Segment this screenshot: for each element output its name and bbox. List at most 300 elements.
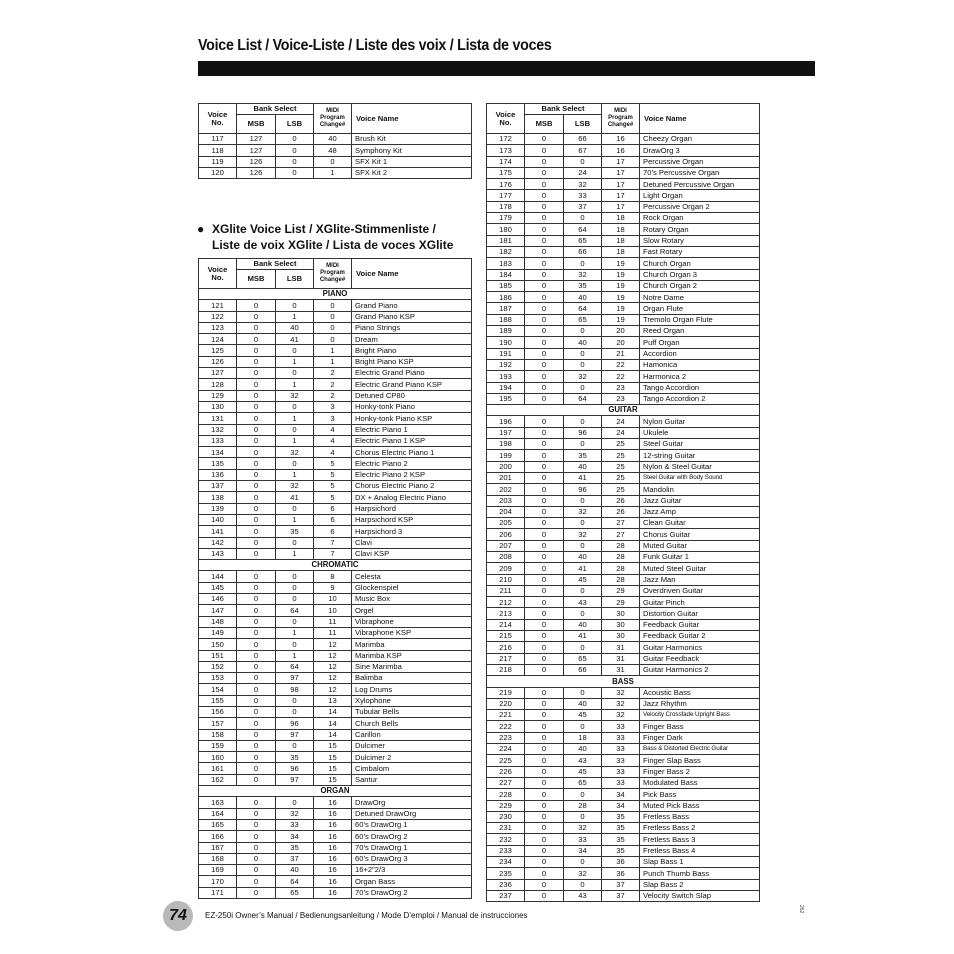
program-change-cell: 12 [314, 639, 352, 650]
program-change-cell: 15 [314, 740, 352, 751]
table-row [487, 574, 760, 585]
voice-name-cell: Cimbalom [352, 763, 472, 774]
voice-name-cell: Harpsichord KSP [352, 514, 472, 525]
msb-cell: 0 [237, 492, 276, 503]
lsb-cell: 0 [276, 401, 314, 412]
voice-name-cell: Bright Piano [352, 345, 472, 356]
table-row [487, 597, 760, 608]
lsb-cell: 0 [276, 145, 314, 156]
voice-name-cell: Slap Bass 1 [640, 857, 760, 868]
program-change-cell: 5 [314, 458, 352, 469]
voice-no-cell: 134 [199, 447, 237, 458]
program-change-cell: 16 [314, 819, 352, 830]
lsb-cell: 40 [564, 744, 602, 755]
program-change-cell: 13 [314, 695, 352, 706]
voice-name-cell: 60’s DrawOrg 3 [352, 853, 472, 864]
lsb-cell: 34 [564, 845, 602, 856]
msb-cell: 0 [525, 631, 564, 642]
msb-cell: 0 [525, 608, 564, 619]
program-change-cell: 17 [602, 167, 640, 178]
program-change-cell: 35 [602, 834, 640, 845]
voice-name-cell: Feedback Guitar 2 [640, 631, 760, 642]
table-row [487, 224, 760, 235]
voice-name-cell: Honky-tonk Piano KSP [352, 413, 472, 424]
category-label: BASS [487, 676, 760, 687]
lsb-cell: 0 [564, 495, 602, 506]
voice-name-cell: Feedback Guitar [640, 619, 760, 630]
voice-name-cell: Dulcimer [352, 740, 472, 751]
title-bar [198, 61, 815, 76]
program-change-cell: 34 [602, 800, 640, 811]
table-row [487, 314, 760, 325]
voice-name-cell: 12-string Guitar [640, 450, 760, 461]
category-label: CHROMATIC [199, 560, 472, 571]
msb-cell: 0 [237, 605, 276, 616]
voice-name-cell: Church Organ 3 [640, 269, 760, 280]
lsb-cell: 98 [276, 684, 314, 695]
lsb-cell: 0 [276, 345, 314, 356]
voice-no-cell: 130 [199, 401, 237, 412]
voice-name-cell: Fretless Bass 3 [640, 834, 760, 845]
voice-no-cell: 201 [487, 472, 525, 483]
voice-no-cell: 167 [199, 842, 237, 853]
lsb-cell: 32 [276, 390, 314, 401]
program-change-cell: 35 [602, 811, 640, 822]
voice-name-cell: Mandolin [640, 484, 760, 495]
voice-name-cell: Brush Kit [352, 134, 472, 145]
table-row [199, 156, 472, 167]
voice-name-cell: Electric Piano 2 KSP [352, 469, 472, 480]
voice-name-cell: 60’s DrawOrg 2 [352, 831, 472, 842]
msb-cell: 0 [525, 246, 564, 257]
lsb-cell: 96 [276, 763, 314, 774]
lsb-cell: 32 [564, 868, 602, 879]
msb-cell: 0 [237, 695, 276, 706]
table-row [199, 887, 472, 898]
voice-name-cell: SFX Kit 1 [352, 156, 472, 167]
msb-cell: 0 [237, 639, 276, 650]
program-change-cell: 14 [314, 706, 352, 717]
voice-no-cell: 214 [487, 619, 525, 630]
voice-no-cell: 211 [487, 585, 525, 596]
voice-no-cell: 224 [487, 744, 525, 755]
voice-no-cell: 197 [487, 427, 525, 438]
voice-no-cell: 229 [487, 800, 525, 811]
program-change-cell: 1 [314, 167, 352, 178]
msb-cell: 0 [525, 450, 564, 461]
voice-name-cell: Steel Guitar with Body Sound [640, 472, 760, 483]
voice-no-cell: 205 [487, 518, 525, 529]
program-change-cell: 10 [314, 605, 352, 616]
voice-name-cell: Puff Organ [640, 337, 760, 348]
voice-no-cell: 127 [199, 368, 237, 379]
lsb-cell: 32 [564, 179, 602, 190]
table-row [199, 514, 472, 525]
program-change-cell: 33 [602, 732, 640, 743]
program-change-cell: 29 [602, 585, 640, 596]
voice-name-cell: Rotary Organ [640, 224, 760, 235]
voice-name-cell: Clavi KSP [352, 548, 472, 559]
program-change-cell: 23 [602, 382, 640, 393]
voice-no-cell: 212 [487, 597, 525, 608]
table-row [487, 472, 760, 483]
voice-no-cell: 185 [487, 280, 525, 291]
table-row [199, 447, 472, 458]
table-row [199, 401, 472, 412]
voice-name-cell: Guitar Harmonics 2 [640, 664, 760, 675]
table-row [487, 167, 760, 178]
lsb-cell: 65 [564, 653, 602, 664]
program-change-cell: 0 [314, 322, 352, 333]
msb-cell: 0 [525, 506, 564, 517]
lsb-cell: 18 [564, 732, 602, 743]
voice-name-cell: Church Organ [640, 258, 760, 269]
program-change-cell: 14 [314, 729, 352, 740]
voice-name-cell: DrawOrg [352, 797, 472, 808]
program-change-cell: 35 [602, 845, 640, 856]
program-change-cell: 18 [602, 235, 640, 246]
voice-no-header: Voice No. [487, 104, 525, 134]
program-change-cell: 40 [314, 134, 352, 145]
voice-name-cell: Slap Bass 2 [640, 879, 760, 890]
program-change-cell: 18 [602, 213, 640, 224]
voice-no-cell: 236 [487, 879, 525, 890]
program-change-cell: 6 [314, 526, 352, 537]
msb-cell: 127 [237, 134, 276, 145]
table-row [199, 605, 472, 616]
category-label: PIANO [199, 289, 472, 300]
lsb-cell: 0 [276, 639, 314, 650]
msb-cell: 0 [525, 439, 564, 450]
voice-no-cell: 213 [487, 608, 525, 619]
program-change-cell: 20 [602, 337, 640, 348]
table-row [487, 145, 760, 156]
voice-no-cell: 151 [199, 650, 237, 661]
program-change-cell: 34 [602, 789, 640, 800]
lsb-cell: 1 [276, 435, 314, 446]
voice-no-cell: 173 [487, 145, 525, 156]
voice-no-cell: 118 [199, 145, 237, 156]
msb-cell: 0 [525, 326, 564, 337]
msb-cell: 0 [237, 627, 276, 638]
voice-name-cell: Reed Organ [640, 326, 760, 337]
table-row [199, 492, 472, 503]
msb-cell: 0 [525, 597, 564, 608]
bank-select-header: Bank Select [525, 104, 602, 115]
msb-cell: 0 [525, 585, 564, 596]
table-row [487, 393, 760, 404]
msb-cell: 0 [525, 314, 564, 325]
program-change-cell: 0 [314, 334, 352, 345]
msb-cell: 0 [237, 661, 276, 672]
table-row [199, 774, 472, 785]
program-change-cell: 33 [602, 744, 640, 755]
program-change-cell: 30 [602, 608, 640, 619]
table-row [487, 800, 760, 811]
program-change-cell: 31 [602, 653, 640, 664]
table-row [487, 190, 760, 201]
table-row [487, 518, 760, 529]
table-row [487, 213, 760, 224]
program-change-cell: 25 [602, 472, 640, 483]
voice-no-cell: 148 [199, 616, 237, 627]
lsb-header: LSB [276, 115, 314, 134]
voice-no-cell: 174 [487, 156, 525, 167]
voice-name-cell: Balimba [352, 673, 472, 684]
voice-name-cell: Harpsichord 3 [352, 526, 472, 537]
table-row [487, 506, 760, 517]
lsb-cell: 1 [276, 311, 314, 322]
msb-cell: 0 [525, 551, 564, 562]
voice-name-cell: Cheezy Organ [640, 134, 760, 145]
voice-no-cell: 184 [487, 269, 525, 280]
category-row [199, 289, 472, 300]
lsb-cell: 45 [564, 766, 602, 777]
table-row [199, 167, 472, 178]
table-row [487, 563, 760, 574]
voice-no-cell: 181 [487, 235, 525, 246]
table-row [487, 721, 760, 732]
program-change-cell: 28 [602, 551, 640, 562]
voice-no-cell: 196 [487, 416, 525, 427]
voice-name-cell: Percussive Organ [640, 156, 760, 167]
lsb-cell: 33 [276, 819, 314, 830]
voice-no-cell: 120 [199, 167, 237, 178]
voice-name-cell: Finger Dark [640, 732, 760, 743]
lsb-cell: 1 [276, 514, 314, 525]
table-row [487, 834, 760, 845]
program-change-cell: 0 [314, 311, 352, 322]
voice-name-cell: Dulcimer 2 [352, 752, 472, 763]
voice-name-cell: Slow Rotary [640, 235, 760, 246]
table-row [487, 382, 760, 393]
msb-cell: 0 [237, 300, 276, 311]
program-change-cell: 33 [602, 721, 640, 732]
msb-cell: 0 [525, 269, 564, 280]
voice-name-cell: Jazz Rhythm [640, 698, 760, 709]
table-row [487, 777, 760, 788]
program-change-cell: 36 [602, 868, 640, 879]
msb-cell: 0 [237, 819, 276, 830]
program-change-cell: 7 [314, 548, 352, 559]
program-change-cell: 16 [314, 831, 352, 842]
bank-select-header: Bank Select [237, 104, 314, 115]
msb-cell: 0 [237, 526, 276, 537]
program-change-cell: 6 [314, 514, 352, 525]
msb-cell: 0 [237, 458, 276, 469]
lsb-cell: 0 [564, 326, 602, 337]
table-row [487, 292, 760, 303]
voice-no-cell: 194 [487, 382, 525, 393]
table-row [199, 865, 472, 876]
msb-cell: 0 [525, 145, 564, 156]
voice-no-cell: 133 [199, 435, 237, 446]
table-row [487, 868, 760, 879]
voice-name-cell: Tango Accordion 2 [640, 393, 760, 404]
table-row [199, 718, 472, 729]
table-row [199, 627, 472, 638]
voice-name-cell: Distortion Guitar [640, 608, 760, 619]
voice-no-cell: 165 [199, 819, 237, 830]
voice-no-cell: 190 [487, 337, 525, 348]
lsb-cell: 43 [564, 755, 602, 766]
lsb-cell: 41 [564, 563, 602, 574]
voice-no-cell: 123 [199, 322, 237, 333]
msb-cell: 0 [525, 540, 564, 551]
program-change-cell: 19 [602, 314, 640, 325]
voice-name-cell: Jazz Man [640, 574, 760, 585]
voice-no-cell: 135 [199, 458, 237, 469]
table-row [199, 503, 472, 514]
xglite-voice-table [198, 258, 472, 899]
table-row [199, 729, 472, 740]
program-change-cell: 11 [314, 616, 352, 627]
msb-cell: 0 [525, 167, 564, 178]
table-row [487, 890, 760, 901]
voice-no-cell: 233 [487, 845, 525, 856]
msb-cell: 0 [525, 744, 564, 755]
table-row [487, 664, 760, 675]
msb-cell: 0 [525, 518, 564, 529]
table-row [199, 345, 472, 356]
voice-name-cell: Harmonica 2 [640, 371, 760, 382]
program-change-cell: 17 [602, 190, 640, 201]
program-change-cell: 4 [314, 424, 352, 435]
msb-cell: 0 [237, 503, 276, 514]
voice-no-cell: 159 [199, 740, 237, 751]
program-change-cell: 28 [602, 563, 640, 574]
voice-name-cell: Detuned CP80 [352, 390, 472, 401]
table-row [487, 653, 760, 664]
voice-no-cell: 182 [487, 246, 525, 257]
voice-name-cell: Tubular Bells [352, 706, 472, 717]
voice-name-cell: Chorus Electric Piano 2 [352, 481, 472, 492]
lsb-cell: 64 [276, 661, 314, 672]
lsb-cell: 45 [564, 574, 602, 585]
table-row [199, 706, 472, 717]
lsb-cell: 40 [564, 551, 602, 562]
program-change-cell: 27 [602, 529, 640, 540]
table-row [199, 469, 472, 480]
program-change-cell: 35 [602, 823, 640, 834]
lsb-cell: 0 [564, 811, 602, 822]
category-row [487, 405, 760, 416]
voice-name-cell: Steel Guitar [640, 439, 760, 450]
voice-name-cell: Ukulele [640, 427, 760, 438]
table-row [199, 616, 472, 627]
msb-cell: 0 [237, 537, 276, 548]
program-change-cell: 18 [602, 246, 640, 257]
lsb-cell: 45 [564, 710, 602, 721]
voice-name-cell: Xylophone [352, 695, 472, 706]
lsb-cell: 0 [276, 458, 314, 469]
table-row [199, 571, 472, 582]
voice-name-cell: Marimba [352, 639, 472, 650]
msb-cell: 0 [525, 484, 564, 495]
msb-cell: 0 [525, 811, 564, 822]
voice-name-cell: Tremolo Organ Flute [640, 314, 760, 325]
voice-name-cell: Light Organ [640, 190, 760, 201]
table-row [199, 594, 472, 605]
lsb-cell: 32 [564, 823, 602, 834]
lsb-cell: 35 [564, 280, 602, 291]
lsb-cell: 37 [276, 853, 314, 864]
table-row [487, 823, 760, 834]
program-change-cell: 25 [602, 439, 640, 450]
voice-no-cell: 138 [199, 492, 237, 503]
voice-no-cell: 157 [199, 718, 237, 729]
table-row [199, 300, 472, 311]
voice-no-cell: 124 [199, 334, 237, 345]
voice-name-cell: Finger Bass 2 [640, 766, 760, 777]
voice-name-cell: Electric Piano 1 KSP [352, 435, 472, 446]
table-row [199, 808, 472, 819]
lsb-cell: 1 [276, 469, 314, 480]
table-row [199, 548, 472, 559]
voice-no-cell: 180 [487, 224, 525, 235]
lsb-cell: 0 [276, 740, 314, 751]
msb-cell: 0 [237, 740, 276, 751]
voice-no-cell: 237 [487, 890, 525, 901]
lsb-cell: 41 [276, 334, 314, 345]
voice-no-cell: 189 [487, 326, 525, 337]
msb-cell: 0 [525, 563, 564, 574]
voice-no-cell: 117 [199, 134, 237, 145]
lsb-cell: 65 [564, 777, 602, 788]
program-change-cell: 24 [602, 416, 640, 427]
table-row [199, 145, 472, 156]
voice-name-cell: Electric Piano 2 [352, 458, 472, 469]
table-row [487, 303, 760, 314]
lsb-cell: 35 [276, 842, 314, 853]
voice-no-cell: 218 [487, 664, 525, 675]
voice-no-cell: 168 [199, 853, 237, 864]
lsb-cell: 64 [564, 393, 602, 404]
lsb-cell: 97 [276, 774, 314, 785]
program-change-cell: 3 [314, 401, 352, 412]
program-change-cell: 22 [602, 359, 640, 370]
voice-no-cell: 143 [199, 548, 237, 559]
voice-name-cell: Muted Pick Bass [640, 800, 760, 811]
voice-name-cell: Sine Marimba [352, 661, 472, 672]
lsb-cell: 43 [564, 597, 602, 608]
table-row [487, 371, 760, 382]
program-change-cell: 14 [314, 718, 352, 729]
voice-name-cell: Marimba KSP [352, 650, 472, 661]
msb-cell: 0 [525, 292, 564, 303]
msb-cell: 0 [237, 706, 276, 717]
voice-name-cell: Music Box [352, 594, 472, 605]
voice-name-cell: Fretless Bass 2 [640, 823, 760, 834]
table-row [199, 650, 472, 661]
lsb-cell: 0 [276, 503, 314, 514]
voice-name-cell: Electric Piano 1 [352, 424, 472, 435]
lsb-cell: 0 [564, 518, 602, 529]
voice-name-cell: Orgel [352, 605, 472, 616]
voice-no-cell: 164 [199, 808, 237, 819]
lsb-cell: 32 [564, 371, 602, 382]
msb-cell: 0 [525, 698, 564, 709]
program-change-cell: 15 [314, 774, 352, 785]
voice-no-cell: 206 [487, 529, 525, 540]
program-change-cell: 19 [602, 303, 640, 314]
lsb-cell: 0 [276, 706, 314, 717]
msb-cell: 0 [237, 616, 276, 627]
lsb-cell: 0 [564, 540, 602, 551]
voice-name-cell: Velocity Crossfade Upright Bass [640, 710, 760, 721]
table-row [199, 661, 472, 672]
table-row [199, 537, 472, 548]
